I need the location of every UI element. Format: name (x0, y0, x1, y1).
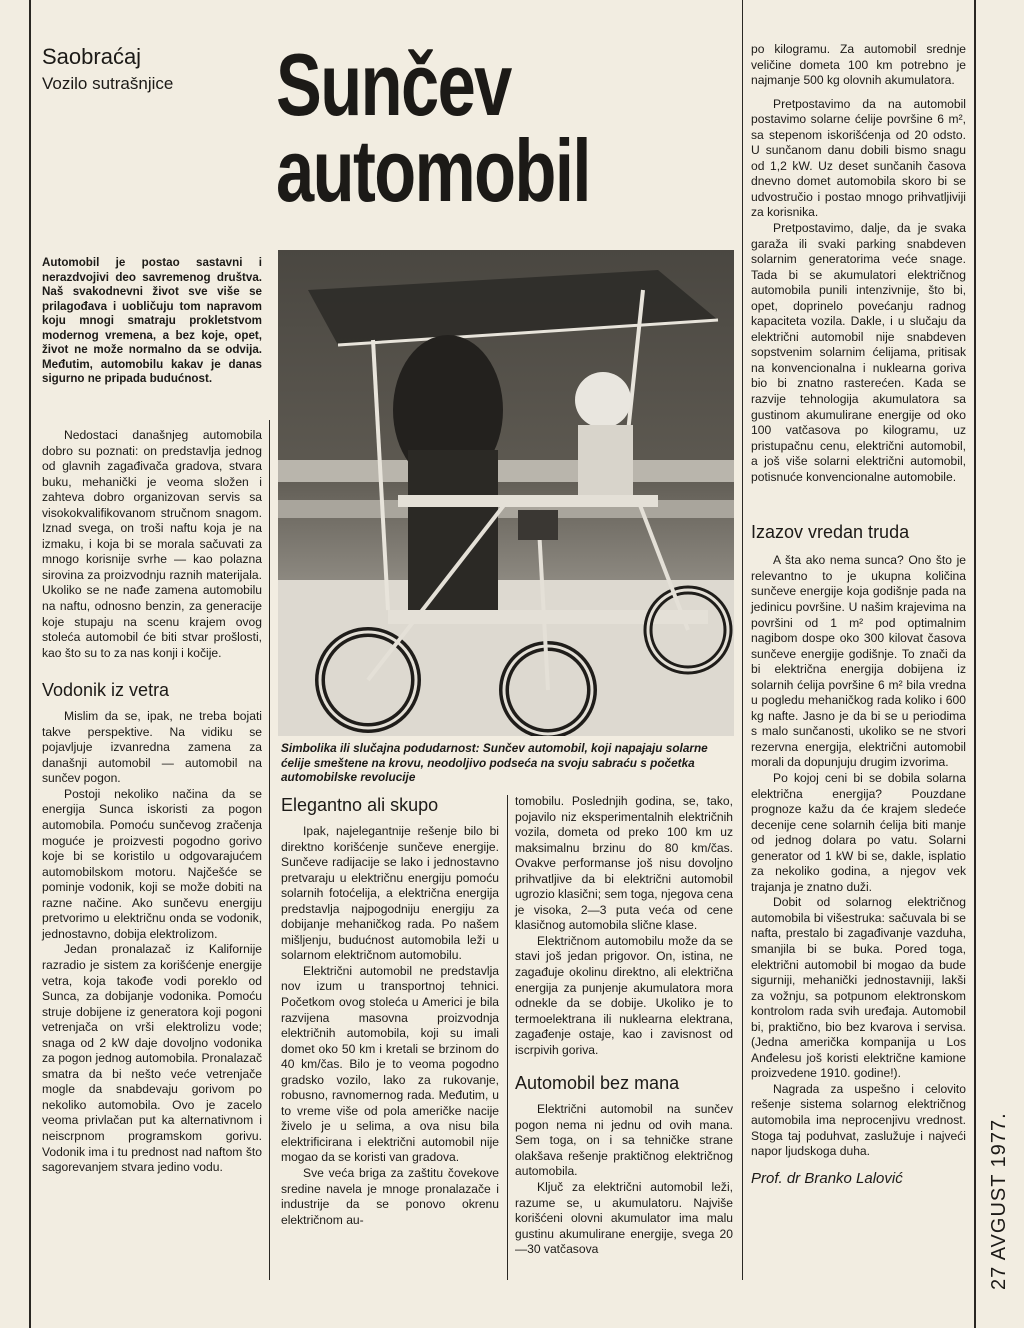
column-divider-2 (742, 0, 743, 1280)
headline (276, 35, 590, 220)
paragraph: Električni automobil na sunčev pogon nema ni jednu od ovih mana. Sem toga, on i sa tehničke strane olakšava rešenje praktičnog električnog automobila. (515, 1102, 733, 1179)
subsection-label: Vozilo sutrašnjice (42, 74, 174, 93)
paragraph: Po kojoj ceni bi se dobila solarna električna energija? Pouzdane prognoze kažu da će krajem sledeće decenije cene solarnih ćelija biti manje od jednog dolara po vatu. Solarni generator od 1 kW bi se, dakle, isplatio za nekoliko godina, a njegov vek trajanja je znatno duži. (751, 770, 966, 894)
paragraph: A šta ako nema sunca? Ono što je relevantno to je ukupna količina sunčeve energije koja godišnje pada na jedinicu površine. U našim krajevima na površini od 1 m² pod optimalnim nagibom dospe oko 300 kilovat časova sunčeve energije godišnje. To znači da bi električna energija dobijena iz solarnih ćelija površine 6 m² bila vredna u pogledu mehaničkog rada koliko i 600 kg nafte. Jasno je da bi se u periodima s malo sunčanosti, ukoliko se ne stvori rezervna energija, električni automobil morali da dopunjuju drugim izvorima. (751, 553, 966, 770)
paragraph: Pretpostavimo, dalje, da je svaka garaža ili svaki parking snabdeven solarnim generatorima veće snage. Tada bi se akumulatori električnog automobila punili intenzivnije, što bi, opet, doprinelo povećanju radnog kapaciteta vozila. Dakle, i u slučaju da električni automobil nije snabdeven sopstvenim solarnim ćelijama, pritisak na konvencionalna i nuklearna goriva bio bi znatno rasterećen. Kada se razvije tehnologija akumulatora sa gustinom akumulirane energije od oko 100 vatčasova po kilogramu, uz pristupačnu cenu, električni automobil, a još više solarni električni automobil, potisnuće konvencionalne automobile. (751, 221, 966, 484)
subheading: Izazov vredan truda (751, 522, 910, 543)
column-3 (515, 794, 733, 1258)
lead-paragraph: Automobil je postao sastavni i nerazdvojivi deo savremenog društva. Naš svakodnevni život sve više se prilagođava i uobličuju tom napravom koju mnogi smatraju prokletstvom modernog vremena, a bez koje, opet, život ne može normalno da se odvija. Međutim, automobilu kakav je danas sigurno ne pripada budućnost. (42, 256, 262, 385)
article-photo (278, 250, 734, 736)
paragraph: po kilogramu. Za automobil srednje veličine dometa 100 km potrebno je najmanje 500 kg olovnih akumulatora. (751, 42, 966, 88)
paragraph: Mislim da se, ipak, ne treba bojati takve perspektive. Na vidiku se pojavljuje izvanredna zamena za današnji automobil — automobil na sunčev pogon. (42, 709, 262, 786)
paragraph: tomobilu. Poslednjih godina, se, tako, pojavilo niz eksperimentalnih električnih vozila, dometa od preko 100 km uz maksimalnu brzinu do 80 km/čas. Ovakve performanse još nisu dovoljno prihvatljive da bi električni automobil ugrozio klasični; sem toga, njegova cena je visoka, 2—3 puta veća od cene klasičnog automobila slične klase. (515, 794, 733, 933)
column-4 (751, 42, 966, 1188)
left-border (29, 0, 31, 1328)
column-divider-1 (269, 420, 270, 1280)
paragraph: Jedan pronalazač iz Kalifornije razradio je sistem za korišćenje energije vetra, koja takođe vodi poreklo od Sunca, za dobijanje vodonika. Pomoću struje dobijene iz generatora koji pogoni vetrenjača on vrši elektrolizu vode; snaga od 2 kW daje dovoljno vodonika za pogon jednog automobila. Pronalazač smatra da bi nešto veće vetrenjače mogle da snabdevaju gorivom po nekoliko automobila. Ovo je zacelo veoma privlačan put ka alternativnom i neiscrpnom programskom gorivu. Vodonik ima i tu prednost nad naftom što sagorevanjem stvara jedino vodu. (42, 942, 262, 1175)
column-2 (281, 794, 499, 1228)
date-sidebar (980, 1010, 1010, 1290)
subheading: Vodonik iz vetra (42, 680, 170, 701)
paragraph: Pretpostavimo da na automobil postavimo solarne ćelije površine 6 m², sa stepenom iskorišćenja od 20 odsto. U sunčanom danu dobili bismo snagu od 1,2 kW. Uz deset sunčanih časova dnevno domet automobila skoro bi se udvostručio i postao mnogo prihvatljiviji za korisnika. (751, 96, 966, 220)
paragraph: Električni automobil ne predstavlja nov izum u transportnoj tehnici. Početkom ovog stoleća u Americi je bila razvijena masovna proizvodnja električnih automobila, koji su imali domet oko 50 km i kretali se brzinom do 40 km/čas. Bilo je to veoma pogodno gradsko vozilo, lako za rukovanje, robusno, ravnomernog rada. Međutim, u to vreme više od pola američke nacije živelo je u selima, a ova nisu bila elektrificirana i električni automobil nije mogao da se koristi van gradova. (281, 963, 499, 1165)
subheading: Elegantno ali skupo (281, 795, 439, 815)
photo-caption: Simbolika ili slučajna podudarnost: Sunčev automobil, koji napajaju solarne ćelije smeštene na krovu, neodoljivo podseća na svoju sabraću s početka automobilske revolucije (281, 741, 708, 784)
paragraph: Ključ za električni automobil leži, razume se, u akumulatoru. Najviše korišćeni olovni akumulator ima malu gustinu akumulirane energije, svega 20—30 vatčasova (515, 1180, 733, 1257)
headline-line-1: Sunčev (276, 35, 511, 134)
column-divider-3 (507, 795, 508, 1280)
paragraph: Postoji nekoliko načina da se energija Sunca iskoristi za pogon automobila. Pomoću sunčevog zračenja moguće je proizvesti pogodno gorivo koje bi se koristilo u odgovarajućem automobilskom motoru. Najčešće se pominje vodonik, koji se može dobiti na razne načine. Ako sunčevu energiju pretvorimo u električnu onda se vodonik, jednostavno, dobija elektrolizom. (42, 786, 262, 941)
column-1 (42, 428, 262, 1176)
paragraph: Električnom automobilu može da se stavi još jedan prigovor. On, istina, ne zagađuje okolinu direktno, ali električna energija za punjenje akumulatora mora odnekle da se dobije. Ukoliko je to termoelektrana ili nuklearna elektrana, zagađenje ostaje, kao i zavisnost od iscrpivih goriva. (515, 933, 733, 1057)
issue-date: 27 AVGUST 1977. (988, 1112, 1010, 1290)
paragraph: Nedostaci današnjeg automobila dobro su poznati: on predstavlja jednog od glavnih zagađivača gradova, stvara buku, mehanički je veoma složen i zahteva dobro organizovan servis sa visokokvalifikovanom stručnom snagom. Iznad svega, on troši naftu koja je na izmaku, i koja bi se morala sačuvati za mnogo korisnije svrhe — kao polazna sirovina za proizvodnju raznih materijala. Ukoliko se ne nađe zamena automobilu na naftu, odnosno benzin, za generacije koje stupaju na scenu krajem ovog stoleća automobil će biti stvar prošlosti, kao što su to za nas konji i kočije. (42, 428, 262, 660)
section-label: Saobraćaj (42, 44, 142, 69)
paragraph: Nagrada za uspešno i celovito rešenje sistema solarnog električnog automobila ima neprocenjivu vrednost. Stoga taj poduhvat, zaslužuje i najveći napor ljudskoga duha. (751, 1081, 966, 1159)
paragraph: Ipak, najelegantnije rešenje bilo bi direktno korišćenje sunčeve energije. Sunčeve radijacije se lako i jednostavno pretvaraju u električnu energiju pomoću solarnih fotoćelija, a električna energija predstavlja najpogodniju energiju za dobijanje mehaničkog rada. Po našem mišljenju, budućnost automobila leži u solarnom električnom automobilu. (281, 824, 499, 963)
right-border (974, 0, 976, 1328)
subheading: Automobil bez mana (515, 1073, 680, 1094)
solar-car-photo-illustration (278, 250, 734, 736)
headline-line-2: automobil (276, 121, 590, 220)
paragraph: Dobit od solarnog električnog automobila bi višestruka: sačuvala bi se nafta, prestalo bi zagađivanje vazduha, smanjila bi se buka. Pored toga, električni automobil bi mogao da bude sigurniji, mehanički jednostavniji, lakši za vožnju, sa potpunom elektronskom kontrolom rada svih uređaja. Automobil bi, praktično, bio bez kvarova i servisa. (Jedna američka kompanija u Los Anđelesu još koristi električne kamione proizvedene 1910. godine!). (751, 895, 966, 1081)
paragraph: Sve veća briga za zaštitu čovekove sredine navela je mnoge pronalazače i industrije da se ponovo okrenu električnom au- (281, 1166, 499, 1227)
author-signature: Prof. dr Branko Lalović (751, 1169, 903, 1187)
